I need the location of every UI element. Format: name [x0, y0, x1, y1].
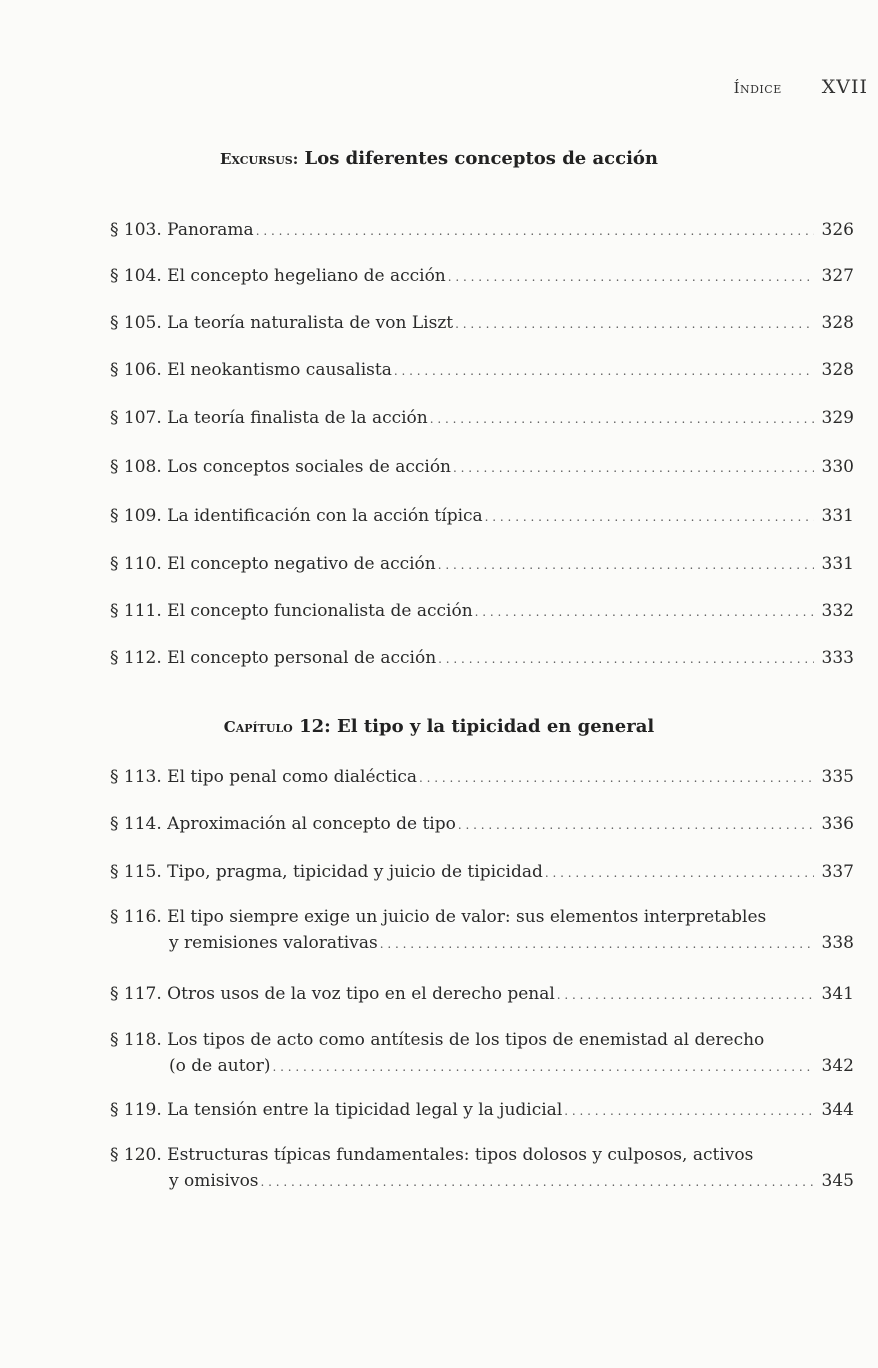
- leader-dots: [419, 765, 814, 791]
- entry-page: 328: [821, 360, 854, 380]
- toc-entry: [110, 310, 854, 337]
- entry-title: Panorama: [167, 220, 254, 240]
- toc-entry: [110, 405, 854, 432]
- running-head: [734, 76, 868, 98]
- entry-number: § 107.: [110, 408, 162, 428]
- leader-dots: [380, 931, 814, 957]
- toc-entry: [110, 859, 854, 886]
- toc-entry: [110, 1097, 854, 1124]
- leader-dots: [261, 1169, 814, 1195]
- entry-title: Estructuras típicas fundamentales: tipos dolosos y culposos, activos: [167, 1145, 754, 1165]
- toc-entry: [110, 1027, 854, 1080]
- entry-title: Los conceptos sociales de acción: [167, 457, 452, 477]
- entry-page: 336: [821, 814, 854, 834]
- entry-title: El concepto personal de acción: [167, 648, 437, 668]
- entry-page: 335: [821, 767, 854, 787]
- entry-title: El tipo penal como dialéctica: [167, 767, 417, 787]
- excursus-heading: [0, 148, 878, 169]
- entry-page: 332: [821, 601, 854, 621]
- entry-number: § 110.: [110, 554, 162, 574]
- toc-entry: [110, 551, 854, 578]
- entry-page: 331: [821, 554, 854, 574]
- entry-page: 331: [821, 506, 854, 526]
- entry-page: 326: [821, 220, 854, 240]
- entry-title: El concepto negativo de acción: [167, 554, 436, 574]
- toc-entry: [110, 764, 854, 791]
- entry-number: § 106.: [110, 360, 162, 380]
- chapter-label: Capítulo: [223, 718, 293, 736]
- entry-title: La teoría finalista de la acción: [167, 408, 428, 428]
- toc-entry: [110, 503, 854, 530]
- entry-page: 330: [821, 457, 854, 477]
- leader-dots: [438, 552, 814, 578]
- leader-dots: [438, 646, 814, 672]
- entry-page: 344: [821, 1100, 854, 1120]
- entry-title: La teoría naturalista de von Liszt: [167, 313, 454, 333]
- entry-number: § 117.: [110, 984, 162, 1004]
- entry-number: § 105.: [110, 313, 162, 333]
- leader-dots: [256, 218, 814, 244]
- entry-title-continuation: y omisivos: [169, 1171, 259, 1191]
- entry-number: § 120.: [110, 1145, 162, 1165]
- toc-entry: [110, 981, 854, 1008]
- entry-number: § 119.: [110, 1100, 162, 1120]
- toc-entry: [110, 811, 854, 838]
- running-head-section: Índice: [733, 79, 782, 97]
- toc-entry: [110, 598, 854, 625]
- page-number: XVII: [821, 76, 868, 98]
- leader-dots: [564, 1098, 814, 1124]
- entry-page: 341: [821, 984, 854, 1004]
- entry-number: § 104.: [110, 266, 162, 286]
- entry-title: El concepto hegeliano de acción: [167, 266, 446, 286]
- leader-dots: [430, 406, 814, 432]
- leader-dots: [455, 311, 814, 337]
- leader-dots: [453, 455, 814, 481]
- entry-number: § 116.: [110, 907, 162, 927]
- toc-entry: [110, 217, 854, 244]
- entry-page: 337: [821, 862, 854, 882]
- entry-page: 342: [821, 1056, 854, 1076]
- entry-number: § 112.: [110, 648, 162, 668]
- entry-title: La identificación con la acción típica: [167, 506, 483, 526]
- excursus-label: Excursus:: [219, 150, 299, 168]
- entry-title-continuation: y remisiones valorativas: [169, 933, 378, 953]
- chapter-title: 12: El tipo y la tipicidad en general: [299, 716, 655, 737]
- entry-title: El neokantismo causalista: [167, 360, 392, 380]
- entry-number: § 108.: [110, 457, 162, 477]
- entry-title: Los tipos de acto como antítesis de los tipos de enemistad al derecho: [167, 1030, 765, 1050]
- toc-entry: [110, 645, 854, 672]
- entry-page: 328: [821, 313, 854, 333]
- entry-title: Tipo, pragma, tipicidad y juicio de tipicidad: [167, 862, 543, 882]
- leader-dots: [273, 1054, 814, 1080]
- toc-entry: [110, 357, 854, 384]
- entry-page: 338: [821, 933, 854, 953]
- entry-title: Aproximación al concepto de tipo: [167, 814, 456, 834]
- entry-page: 345: [821, 1171, 854, 1191]
- toc-entry: [110, 1142, 854, 1195]
- leader-dots: [448, 264, 814, 290]
- leader-dots: [475, 599, 814, 625]
- toc-entry: [110, 454, 854, 481]
- entry-number: § 115.: [110, 862, 162, 882]
- entry-number: § 111.: [110, 601, 162, 621]
- entry-page: 329: [821, 408, 854, 428]
- leader-dots: [458, 812, 814, 838]
- entry-title: El tipo siempre exige un juicio de valor: sus elementos interpretables: [167, 907, 767, 927]
- leader-dots: [394, 358, 814, 384]
- entry-title: El concepto funcionalista de acción: [167, 601, 473, 621]
- toc-entry: [110, 904, 854, 957]
- entry-number: § 118.: [110, 1030, 162, 1050]
- entry-number: § 109.: [110, 506, 162, 526]
- entry-page: 333: [821, 648, 854, 668]
- leader-dots: [557, 982, 814, 1008]
- entry-number: § 114.: [110, 814, 162, 834]
- entry-number: § 113.: [110, 767, 162, 787]
- entry-number: § 103.: [110, 220, 162, 240]
- excursus-title: Los diferentes conceptos de acción: [304, 148, 659, 169]
- entry-page: 327: [821, 266, 854, 286]
- leader-dots: [485, 504, 814, 530]
- entry-title-continuation: (o de autor): [169, 1056, 271, 1076]
- toc-entry: [110, 263, 854, 290]
- entry-title: La tensión entre la tipicidad legal y la judicial: [167, 1100, 563, 1120]
- leader-dots: [545, 860, 814, 886]
- chapter-heading: [0, 716, 878, 737]
- entry-title: Otros usos de la voz tipo en el derecho penal: [167, 984, 555, 1004]
